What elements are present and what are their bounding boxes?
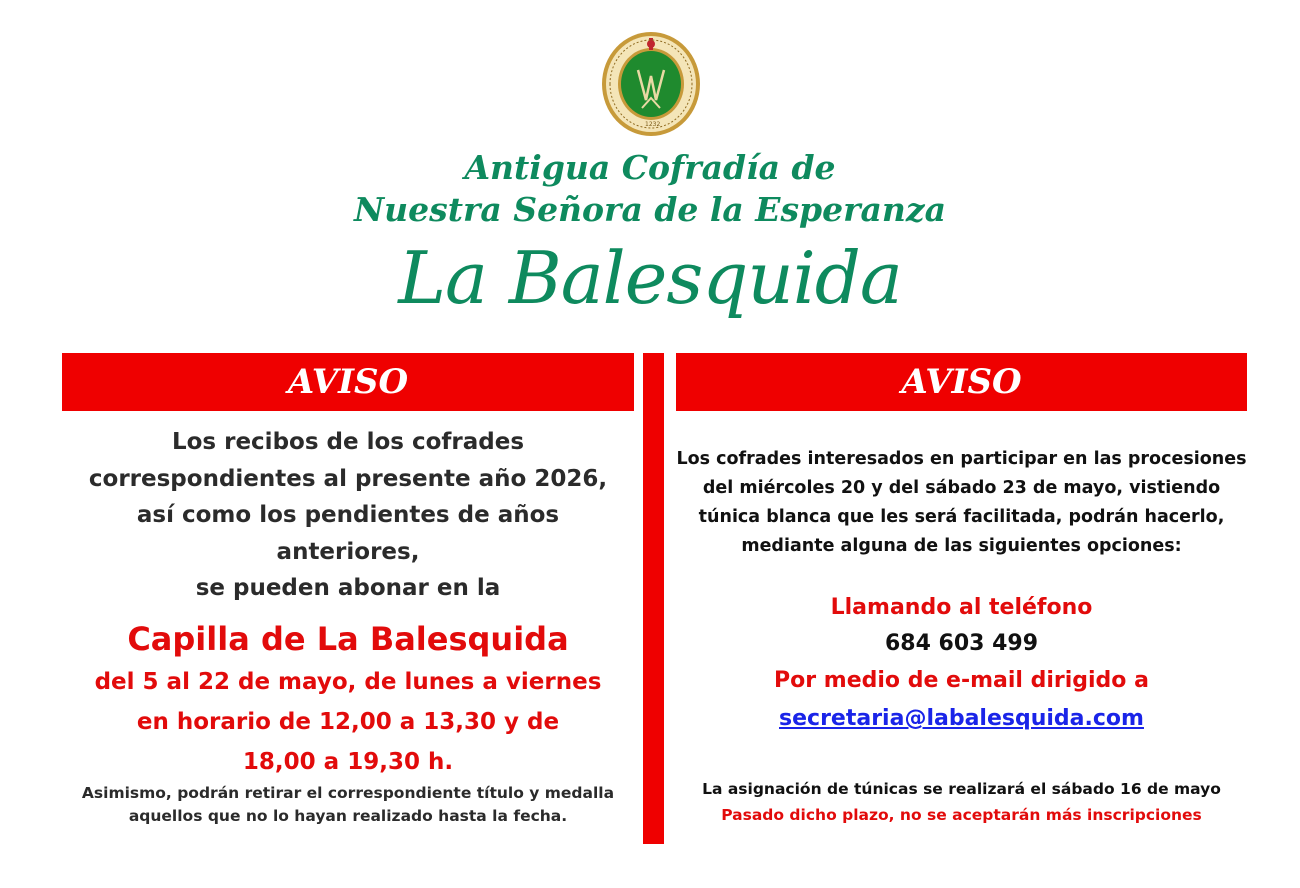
left-intro-line: correspondientes al presente año 2026, bbox=[88, 465, 608, 492]
left-intro-line: se pueden abonar en la bbox=[195, 575, 501, 601]
left-aviso-banner: AVISO bbox=[62, 353, 634, 411]
tunic-assignment-date: La asignación de túnicas se realizará el sábado 16 de mayo bbox=[702, 780, 1221, 798]
confraternity-seal-logo bbox=[600, 30, 702, 138]
right-intro-line: túnica blanca que les será facilitada, podrán hacerlo, bbox=[698, 507, 1225, 527]
email-label: Por medio de e-mail dirigido a bbox=[774, 668, 1149, 693]
right-intro-text bbox=[676, 445, 1247, 561]
header-line-1: Antigua Cofradía de bbox=[464, 148, 836, 187]
left-intro-line: así como los pendientes de años anteriores, bbox=[136, 502, 560, 565]
email-link[interactable]: secretaria@labalesquida.com bbox=[779, 706, 1144, 731]
left-notice bbox=[62, 424, 634, 828]
left-intro-text bbox=[62, 424, 634, 607]
schedule-line: en horario de 12,00 a 13,30 y de bbox=[136, 708, 560, 735]
registration-deadline: Pasado dicho plazo, no se aceptarán más inscripciones bbox=[721, 806, 1202, 824]
right-intro-line: del miércoles 20 y del sábado 23 de mayo, vistiendo bbox=[702, 478, 1221, 498]
red-vertical-divider bbox=[643, 353, 664, 844]
schedule-line: 18,00 a 19,30 h. bbox=[242, 748, 454, 775]
right-intro-line: Los cofrades interesados en participar en las procesiones bbox=[676, 449, 1247, 469]
payment-schedule bbox=[62, 662, 634, 782]
right-intro-line: mediante alguna de las siguientes opciones: bbox=[741, 536, 1182, 556]
note-line: aquellos que no lo hayan realizado hasta la fecha. bbox=[128, 806, 568, 825]
right-notice bbox=[676, 445, 1247, 828]
header-title-la-balesquida: La Balesquida bbox=[398, 236, 902, 320]
header-line-2: Nuestra Señora de la Esperanza bbox=[354, 190, 946, 229]
right-aviso-banner: AVISO bbox=[676, 353, 1247, 411]
seal-year: 1232 bbox=[645, 121, 661, 128]
note-line: Asimismo, podrán retirar el correspondiente título y medalla bbox=[81, 783, 615, 802]
chapel-name: Capilla de La Balesquida bbox=[127, 619, 569, 658]
left-intro-line: Los recibos de los cofrades bbox=[171, 429, 525, 455]
call-label: Llamando al teléfono bbox=[830, 595, 1093, 620]
medal-note bbox=[62, 782, 634, 828]
phone-number[interactable]: 684 603 499 bbox=[884, 631, 1039, 656]
schedule-line: del 5 al 22 de mayo, de lunes a viernes bbox=[94, 668, 602, 695]
